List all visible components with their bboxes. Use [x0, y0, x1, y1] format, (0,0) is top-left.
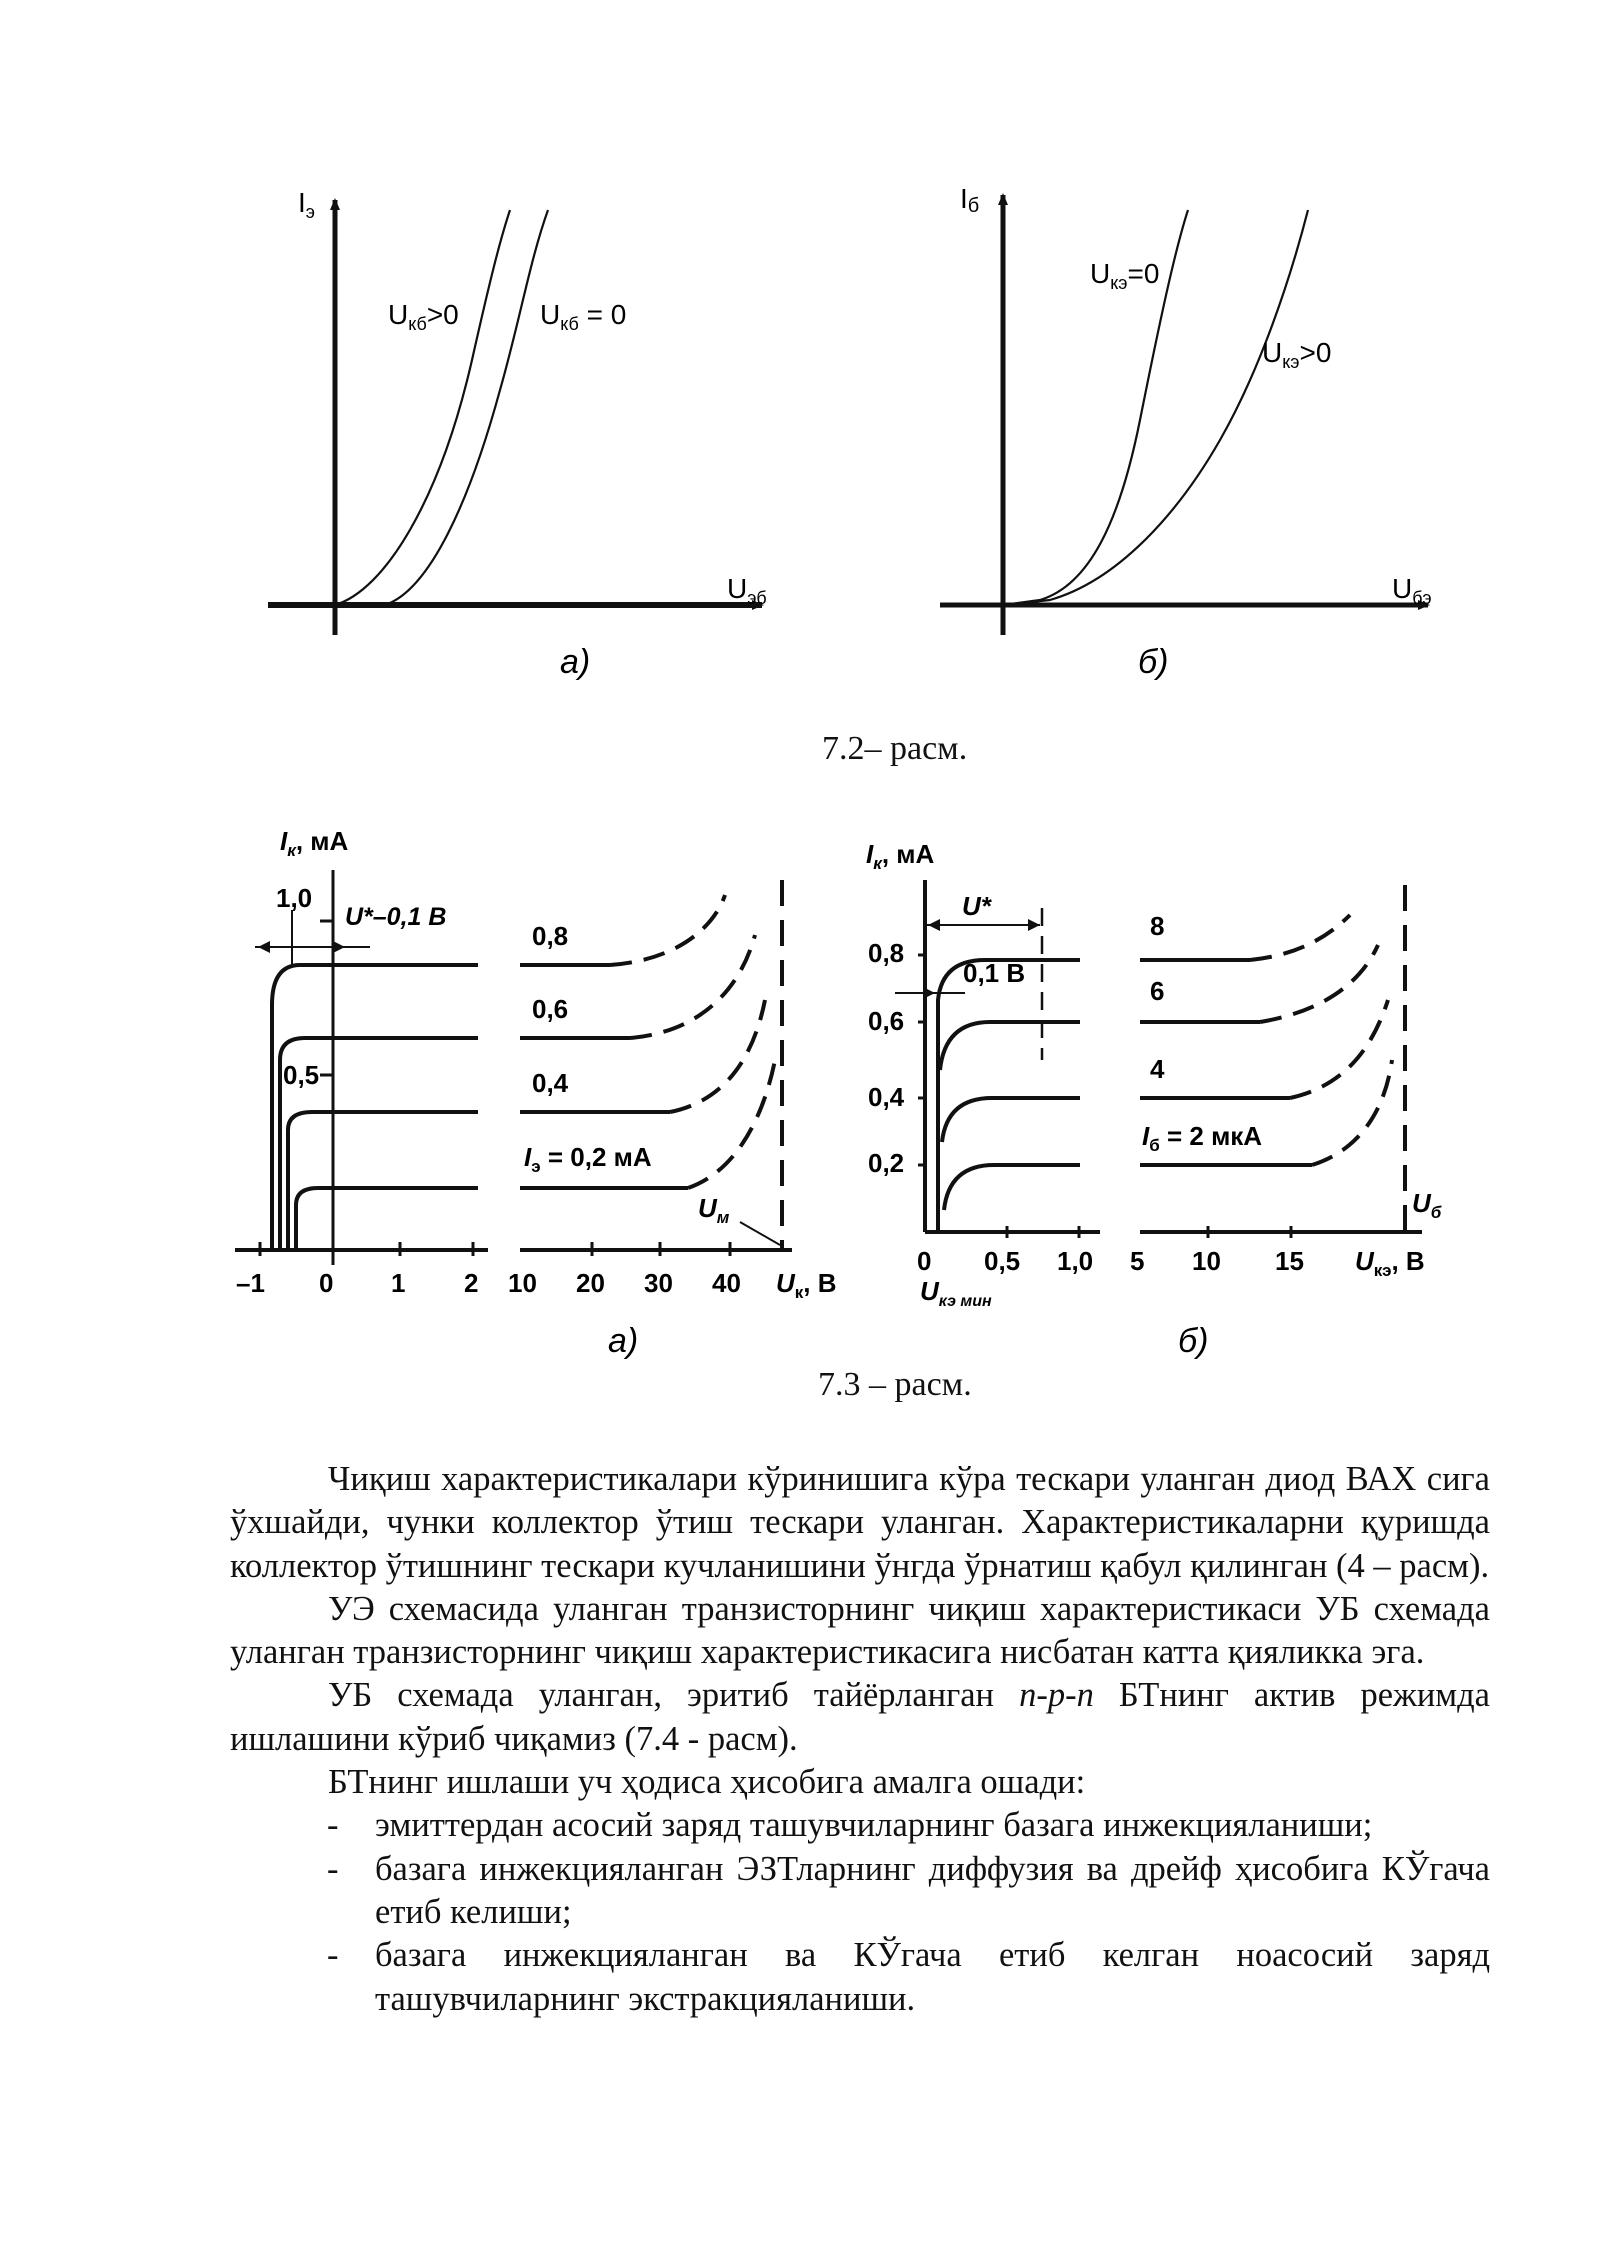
fig73a-xtick-label: 40	[712, 1268, 741, 1298]
fig73b-sub-label: б)	[1178, 1322, 1209, 1360]
fig73a-xtick-label: 20	[576, 1268, 605, 1298]
fig73a-xtick-label: 1	[391, 1268, 406, 1298]
figure-7-2-caption: 7.2– расм.	[822, 730, 968, 767]
fig72a-curve-ukb-pos	[335, 210, 510, 605]
fig73a-curve-04-left	[288, 1112, 478, 1250]
fig72b-curve1-label: $U_{кэ}=0$	[1090, 258, 1160, 293]
fig73b-curve-6-left	[940, 1022, 1080, 1070]
paragraph-3-npn: n-p-n	[1019, 1676, 1094, 1715]
paragraph-3-text-a: УБ схемада уланган, эритиб тайёрланган	[328, 1676, 1020, 1715]
fig73b-curve-label-4: 4	[1150, 1054, 1165, 1084]
fig73b-curve-label-8: 8	[1150, 911, 1165, 941]
fig73b-ytick-label: 0,2	[868, 1148, 905, 1178]
fig73a-sub-label: а)	[608, 1322, 639, 1360]
paragraph-1: Чиқиш характеристикалари кўринишига кўра тескари уланган диод ВАХ сига ўхшайди, чунки коллектор ўтиш тескари уланган. Характеристикаларни қуришда коллектор ўтишнинг тескари кучланишини ўнгда ўрнатиш қабул қилинган (4 – расм).	[230, 1460, 1490, 1585]
fig73a-x-label: $U_к$, В	[776, 1268, 837, 1302]
fig73a-curve-08-left	[272, 965, 478, 1250]
list-item	[230, 1934, 1490, 2021]
fig72a-y-label: $I_э$	[298, 187, 315, 222]
process-list	[230, 1804, 1490, 2020]
fig72a-curve-ukb-zero	[385, 210, 548, 605]
fig73a-breakdown-pointer	[740, 1222, 780, 1245]
paragraph-3-text-b: БТнинг актив режимда ишлашини кўриб чиқамиз (7.4 - расм).	[230, 1676, 1490, 1758]
list-item-text: базага инжекцияланган ва КЎгача етиб келган ноасосий заряд ташувчиларнинг экстракцияланиши.	[375, 1936, 1490, 2018]
fig73a-ustar-arrow-r	[333, 941, 345, 953]
fig73b-ustar-label: U*	[962, 891, 991, 921]
fig73b-xtick-label: 0,5	[984, 1246, 1021, 1276]
paragraph-2: УЭ схемасида уланган транзисторнинг чиқиш характеристикаси УБ схемада уланган транзисторнинг чиқиш характеристикасига нисбатан катта қияликка эга.	[230, 1589, 1490, 1672]
fig73a-param-label: $I_э = 0,2$ мА	[524, 1142, 652, 1176]
fig73b-curve-8-dash	[1250, 915, 1350, 960]
fig72b-curve2-label: $U_{кэ}>0$	[1262, 337, 1332, 372]
fig73a-xtick-label: 10	[508, 1268, 537, 1298]
fig72b-x-label: $U_{бэ}$	[1392, 573, 1432, 608]
fig73b-curve-6-dash	[1260, 945, 1378, 1022]
fig72a-sub-label: а)	[560, 643, 591, 681]
fig73a-curve-label-08: 0,8	[532, 921, 569, 951]
paragraph-3	[230, 1674, 1490, 1761]
paragraph-4: БТнинг ишлаши уч ҳодиса ҳисобига амалга ошади:	[328, 1763, 1086, 1802]
list-item-text: эмиттердан асосий заряд ташувчиларнинг базага инжекцияланиши;	[375, 1806, 1373, 1845]
fig73a-breakdown-label: $U_м$	[698, 1193, 730, 1227]
fig73a-ustar-arrow-l	[258, 941, 270, 953]
fig73a-ustar-label: U*–0,1 В	[345, 903, 447, 931]
fig73a-curve-04-dash	[670, 1000, 765, 1112]
fig73a-xtick-label: –1	[236, 1268, 265, 1298]
list-dash: -	[327, 1936, 339, 1975]
fig73b-ytick-label: 0,6	[868, 1006, 905, 1036]
list-dash: -	[327, 1849, 339, 1888]
fig73b-delta-label: 0,1 В	[963, 958, 1026, 988]
fig73a-ytick-10-label: 1,0	[276, 883, 313, 913]
fig73b-ustar-arrow-l	[928, 919, 940, 931]
list-item	[230, 1804, 1490, 1847]
list-item	[230, 1848, 1490, 1935]
fig73a-xtick-label: 2	[464, 1268, 479, 1298]
fig73b-plot	[866, 839, 1442, 1360]
fig72a-curve1-label: $U_{кб}>0$	[388, 299, 459, 334]
fig72a-curve2-label: $U_{кб} = 0$	[540, 299, 627, 334]
fig73a-xtick-label: 30	[644, 1268, 673, 1298]
list-item-text: базага инжекцияланган ЭЗТларнинг диффузия ва дрейф ҳисобига КЎгача етиб келиши;	[375, 1849, 1490, 1931]
fig72b-sub-label: б)	[1138, 643, 1169, 681]
fig73a-curve-label-04: 0,4	[532, 1068, 569, 1098]
fig73a-curve-06-dash	[630, 935, 755, 1038]
fig73b-breakdown-label: $U_б$	[1412, 1188, 1442, 1222]
fig73a-y-label: $I_к$, мА	[280, 826, 349, 860]
fig73b-ytick-label: 0,4	[868, 1082, 905, 1112]
fig73a-xtick-label: 0	[319, 1268, 334, 1298]
fig73b-curve-4-left	[942, 1098, 1080, 1142]
fig73a-curve-02-left	[296, 1188, 478, 1250]
fig73b-curve-2-left	[944, 1165, 1080, 1210]
fig73b-ustar-arrow-r	[1028, 919, 1040, 931]
fig73b-curve-label-6: 6	[1150, 976, 1165, 1006]
fig73b-curve-2-dash	[1312, 1060, 1392, 1165]
fig73b-xtick-label: 5	[1130, 1246, 1145, 1276]
fig73b-delta-arrow	[923, 987, 935, 999]
fig72b-y-label: Iб	[960, 183, 980, 217]
figure-7-3-caption: 7.3 – расм.	[818, 1366, 972, 1403]
fig73b-curve-4-dash	[1290, 1000, 1388, 1098]
fig73a-curve-08-dash	[610, 895, 725, 965]
list-dash: -	[327, 1806, 339, 1845]
fig73b-xtick-label: 15	[1275, 1246, 1304, 1276]
fig73b-xtick-label: 1,0	[1057, 1246, 1094, 1276]
fig73b-xtick-label: 10	[1192, 1246, 1221, 1276]
fig72b-plot	[940, 183, 1432, 681]
fig73b-x-label: $U_{кэ}$, В	[1355, 1246, 1425, 1280]
fig73a-ytick-05-label: 0,5	[283, 1060, 320, 1090]
fig73a-curve-label-06: 0,6	[532, 994, 569, 1024]
fig73a-plot	[235, 826, 837, 1360]
fig73b-xmin-label: $U_{кэ мин}$	[920, 1276, 992, 1310]
body-text	[230, 1458, 1490, 2021]
fig72a-plot	[268, 187, 767, 681]
fig73b-y-label: $I_к$, мА	[866, 839, 935, 873]
fig73b-param-label: $I_б = 2$ мкА	[1142, 1121, 1263, 1155]
fig73b-ytick-label: 0,8	[868, 938, 905, 968]
fig73b-xtick-label: 0	[917, 1246, 932, 1276]
fig72a-x-label: $U_{эб}$	[727, 573, 767, 608]
